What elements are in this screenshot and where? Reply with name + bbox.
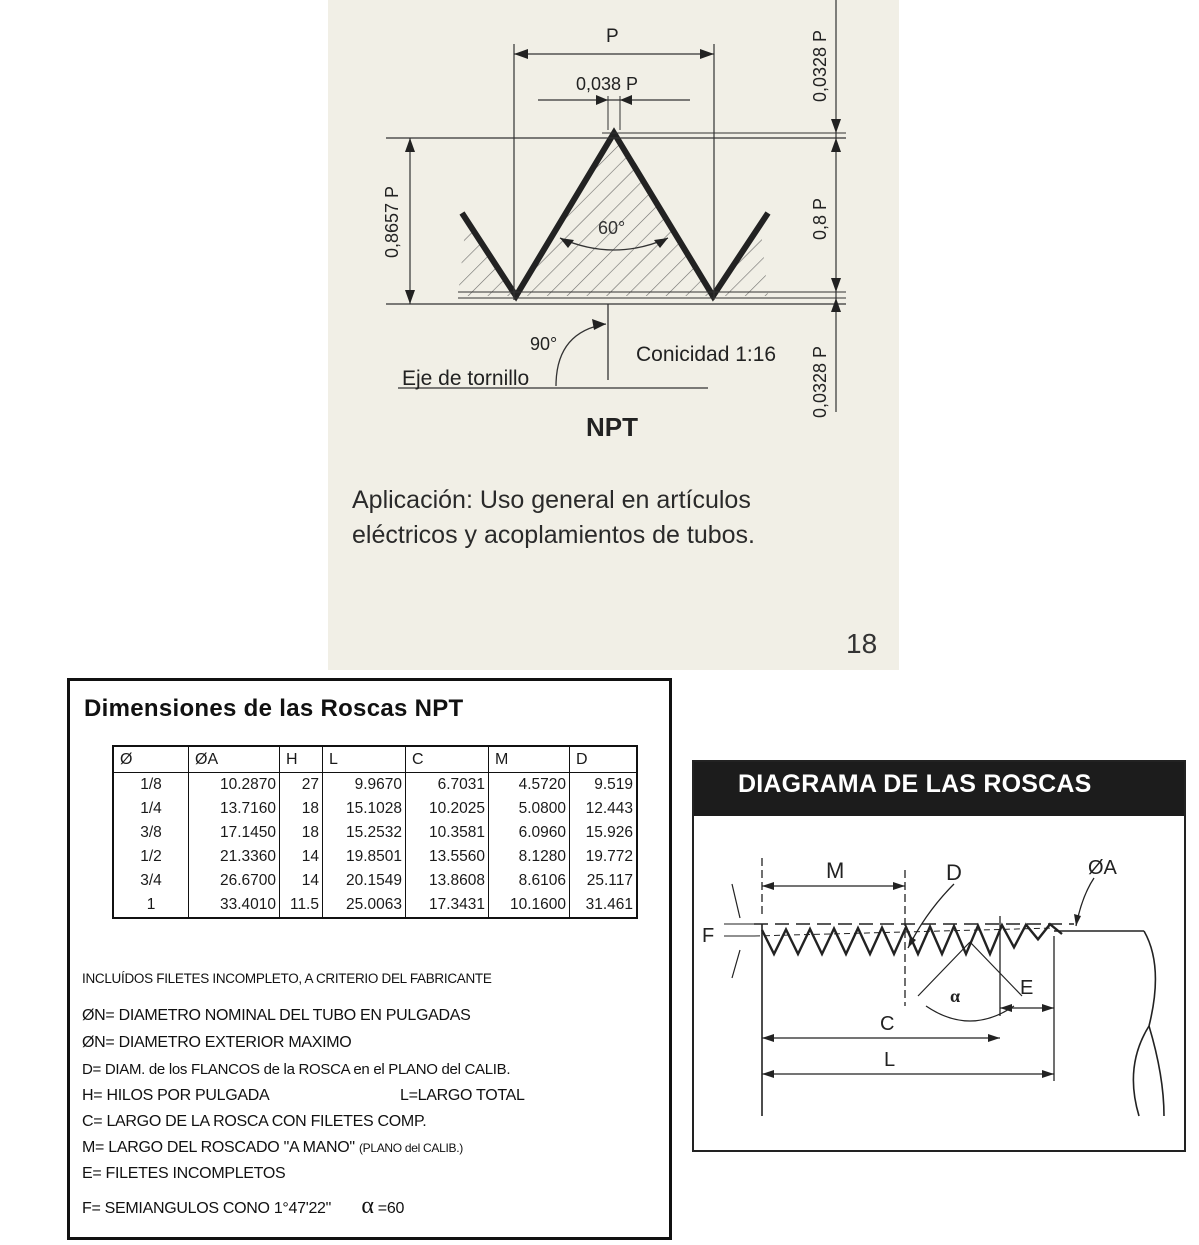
diagram-title: DIAGRAMA DE LAS ROSCAS — [738, 770, 1092, 798]
table-cell: 8.6106 — [489, 869, 570, 893]
note-outer-diameter: ØN= DIAMETRO EXTERIOR MAXIMO — [82, 1034, 352, 1051]
table-cell: 17.3431 — [406, 893, 489, 918]
table-cell: 21.3360 — [189, 845, 280, 869]
table-cell: 11.5 — [280, 893, 323, 918]
alpha-symbol: α — [361, 1193, 374, 1219]
table-cell: 13.7160 — [189, 797, 280, 821]
diagram-label-alpha: α — [950, 986, 961, 1006]
note-full-thread-length: C= LARGO DE LA ROSCA CON FILETES COMP. — [82, 1113, 427, 1130]
table-cell: 15.2532 — [323, 821, 406, 845]
note-nominal-diameter: ØN= DIAMETRO NOMINAL DEL TUBO EN PULGADAS — [82, 1007, 471, 1024]
header-threads-per-inch: H — [280, 746, 323, 773]
table-cell: 20.1549 — [323, 869, 406, 893]
table-row — [113, 773, 637, 798]
table-body — [113, 773, 637, 919]
table-cell: 15.926 — [570, 821, 638, 845]
table-row — [113, 821, 637, 845]
note-incomplete-threads: INCLUÍDOS FILETES INCOMPLETO, A CRITERIO DEL FABRICANTE — [82, 971, 492, 986]
table-cell: 1/2 — [113, 845, 189, 869]
note-threads-per-inch: H= HILOS POR PULGADA — [82, 1087, 270, 1104]
table-row — [113, 797, 637, 821]
table-cell: 14 — [280, 845, 323, 869]
table-cell: 9.9670 — [323, 773, 406, 798]
table-cell: 26.6700 — [189, 869, 280, 893]
diagram-label-m: M — [826, 858, 845, 883]
table-cell: 13.8608 — [406, 869, 489, 893]
dimensions-table — [112, 745, 638, 919]
table-cell: 1 — [113, 893, 189, 918]
table-cell: 8.1280 — [489, 845, 570, 869]
thread-diagram-box — [692, 760, 1186, 1152]
header-outer-diameter: ØA — [189, 746, 280, 773]
angle-90-label: 90° — [530, 334, 558, 354]
flat-label: 0,038 P — [576, 74, 639, 94]
table-cell: 19.772 — [570, 845, 638, 869]
npt-dimensions-box — [67, 678, 672, 1240]
table-cell: 10.1600 — [489, 893, 570, 918]
table-cell: 27 — [280, 773, 323, 798]
table-row — [113, 893, 637, 918]
note-hand-tight-text: M= LARGO DEL ROSCADO "A MANO" — [82, 1139, 355, 1156]
table-row — [113, 869, 637, 893]
note-cone-text: F= SEMIANGULOS CONO 1°47'22" — [82, 1200, 332, 1217]
application-line-1: Aplicación: Uso general en artículos — [352, 486, 751, 514]
diagram-label-d: D — [946, 860, 962, 885]
note-pitch-diameter: D= DIAM. de los FLANCOS de la ROSCA en el PLANO del CALIB. — [82, 1061, 511, 1078]
diagram-label-a: ØA — [1088, 857, 1117, 879]
note-incomplete-length: E= FILETES INCOMPLETOS — [82, 1165, 286, 1182]
table-cell: 6.0960 — [489, 821, 570, 845]
mid-height-label: 0,8 P — [810, 197, 830, 240]
table-cell: 19.8501 — [323, 845, 406, 869]
diagram-label-f: F — [702, 925, 715, 947]
table-cell: 3/8 — [113, 821, 189, 845]
diagram-label-e: E — [1020, 977, 1034, 999]
page-number: 18 — [846, 628, 878, 659]
axis-label: Eje de tornillo — [402, 367, 530, 390]
table-cell: 5.0800 — [489, 797, 570, 821]
table-cell: 18 — [280, 797, 323, 821]
table-cell: 18 — [280, 821, 323, 845]
header-full-thread-length: C — [406, 746, 489, 773]
note-total-length: L=LARGO TOTAL — [400, 1087, 525, 1104]
table-cell: 4.5720 — [489, 773, 570, 798]
application-line-2: eléctricos y acoplamientos de tubos. — [352, 521, 755, 549]
table-cell: 10.3581 — [406, 821, 489, 845]
table-cell: 25.117 — [570, 869, 638, 893]
header-total-length: L — [323, 746, 406, 773]
table-row — [113, 845, 637, 869]
table-cell: 17.1450 — [189, 821, 280, 845]
table-cell: 12.443 — [570, 797, 638, 821]
note-cone-half-angle — [82, 1193, 404, 1220]
table-cell: 9.519 — [570, 773, 638, 798]
npt-thread-profile-drawing — [328, 0, 899, 670]
note-hand-tight-length — [82, 1139, 463, 1157]
table-cell: 15.1028 — [323, 797, 406, 821]
thread-diagram-drawing — [694, 816, 1184, 1148]
pipe-break-line — [1133, 931, 1155, 1116]
table-cell: 25.0063 — [323, 893, 406, 918]
table-cell: 6.7031 — [406, 773, 489, 798]
pitch-label: P — [606, 26, 619, 47]
table-header-row — [113, 746, 637, 773]
table-cell: 13.5560 — [406, 845, 489, 869]
taper-label: Conicidad 1:16 — [636, 343, 777, 366]
alpha-value: =60 — [377, 1200, 405, 1217]
top-truncation-label: 0,0328 P — [810, 29, 830, 102]
diagram-header — [694, 762, 1184, 816]
npt-title: NPT — [586, 412, 638, 442]
table-cell: 10.2870 — [189, 773, 280, 798]
dimensions-title: Dimensiones de las Roscas NPT — [84, 695, 464, 722]
diagram-label-l: L — [884, 1049, 896, 1071]
table-cell: 10.2025 — [406, 797, 489, 821]
angle-60-label: 60° — [598, 218, 626, 238]
header-nominal: Ø — [113, 746, 189, 773]
height-total-label: 0,8657 P — [382, 185, 402, 258]
table-cell: 33.4010 — [189, 893, 280, 918]
header-pitch-diameter: D — [570, 746, 638, 773]
table-cell: 3/4 — [113, 869, 189, 893]
table-cell: 31.461 — [570, 893, 638, 918]
table-cell: 1/4 — [113, 797, 189, 821]
diagram-label-c: C — [880, 1013, 895, 1035]
hatched-thread-body — [458, 133, 768, 296]
table-cell: 1/8 — [113, 773, 189, 798]
bottom-truncation-label: 0,0328 P — [810, 345, 830, 418]
npt-profile-panel — [328, 0, 899, 670]
header-hand-tight-length: M — [489, 746, 570, 773]
note-hand-tight-small: (PLANO del CALIB.) — [358, 1141, 463, 1155]
table-cell: 14 — [280, 869, 323, 893]
